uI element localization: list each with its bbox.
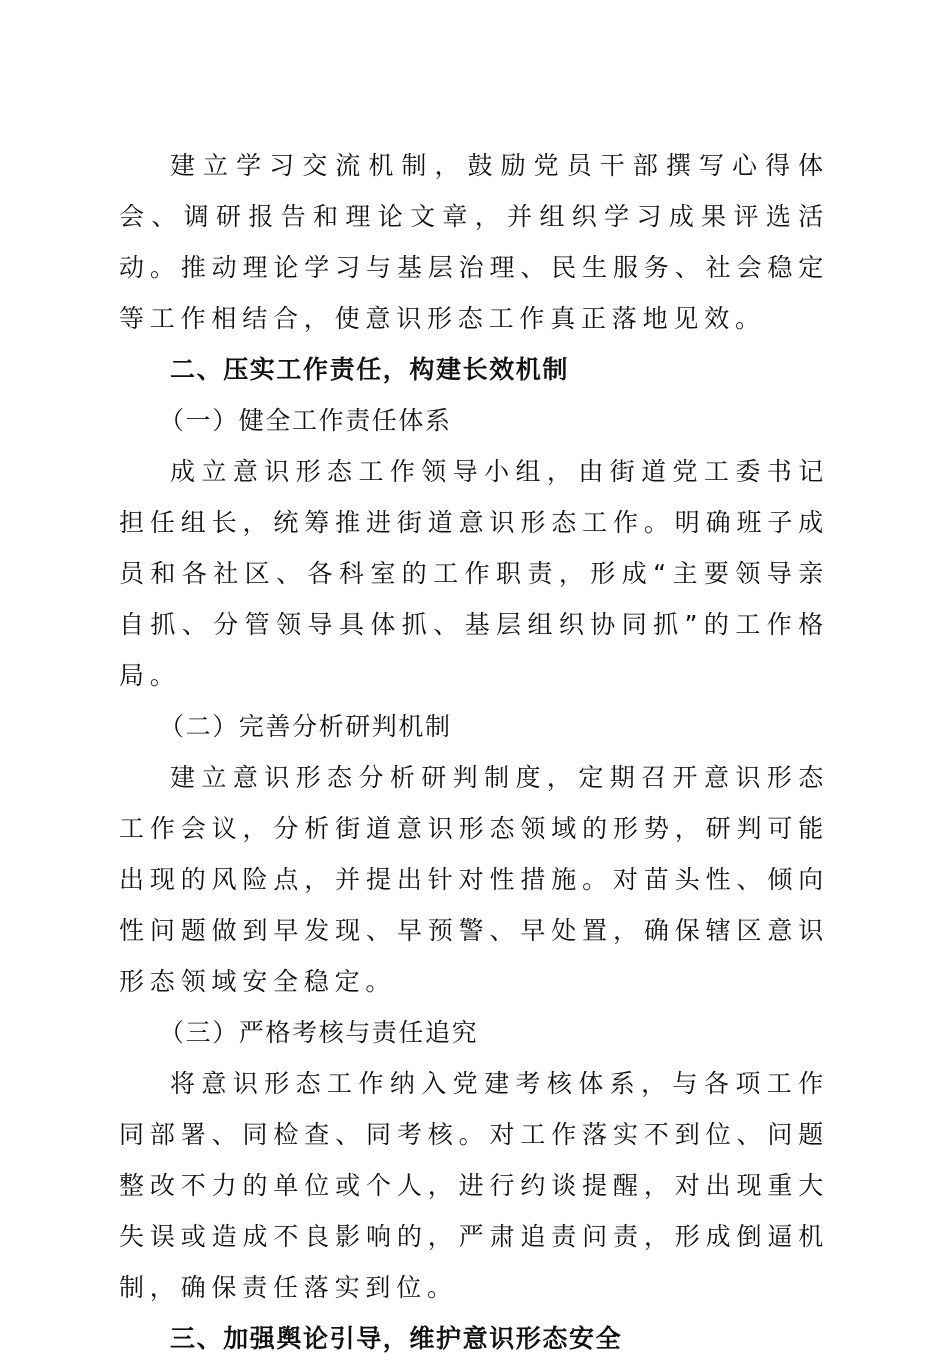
- section-3-heading: 三、加强舆论引导，维护意识形态安全: [170, 1324, 623, 1353]
- section-2-2-heading: （二）完善分析研判机制: [159, 712, 452, 741]
- section-2-3-paragraph: 将意识形态工作纳入党建考核体系，与各项工作同部署、同检查、同考核。对工作落实不到位、问题整改不力的单位或个人，进行约谈提醒，对出现重大失误或造成不良影响的，严肃追责问责，形成倒逼机制，确保责任落实到位。: [119, 1069, 829, 1302]
- document-page: [119, 140, 829, 1364]
- section-2-heading: 二、压实工作责任，构建长效机制: [170, 355, 570, 384]
- section-2-1-heading: （一）健全工作责任体系: [159, 406, 452, 435]
- section-2-3-heading: （三）严格考核与责任追究: [159, 1018, 479, 1047]
- section-2-1-paragraph: 成立意识形态工作领导小组，由街道党工委书记担任组长，统筹推进街道意识形态工作。明确班子成员和各社区、各科室的工作职责，形成“主要领导亲自抓、分管领导具体抓、基层组织协同抓”的工作格局。: [119, 457, 829, 690]
- section-2-2-paragraph: 建立意识形态分析研判制度，定期召开意识形态工作会议，分析街道意识形态领域的形势，研判可能出现的风险点，并提出针对性措施。对苗头性、倾向性问题做到早发现、早预警、早处置，确保辖区意识形态领域安全稳定。: [119, 763, 829, 996]
- intro-paragraph: 建立学习交流机制，鼓励党员干部撰写心得体会、调研报告和理论文章，并组织学习成果评选活动。推动理论学习与基层治理、民生服务、社会稳定等工作相结合，使意识形态工作真正落地见效。: [119, 151, 829, 333]
